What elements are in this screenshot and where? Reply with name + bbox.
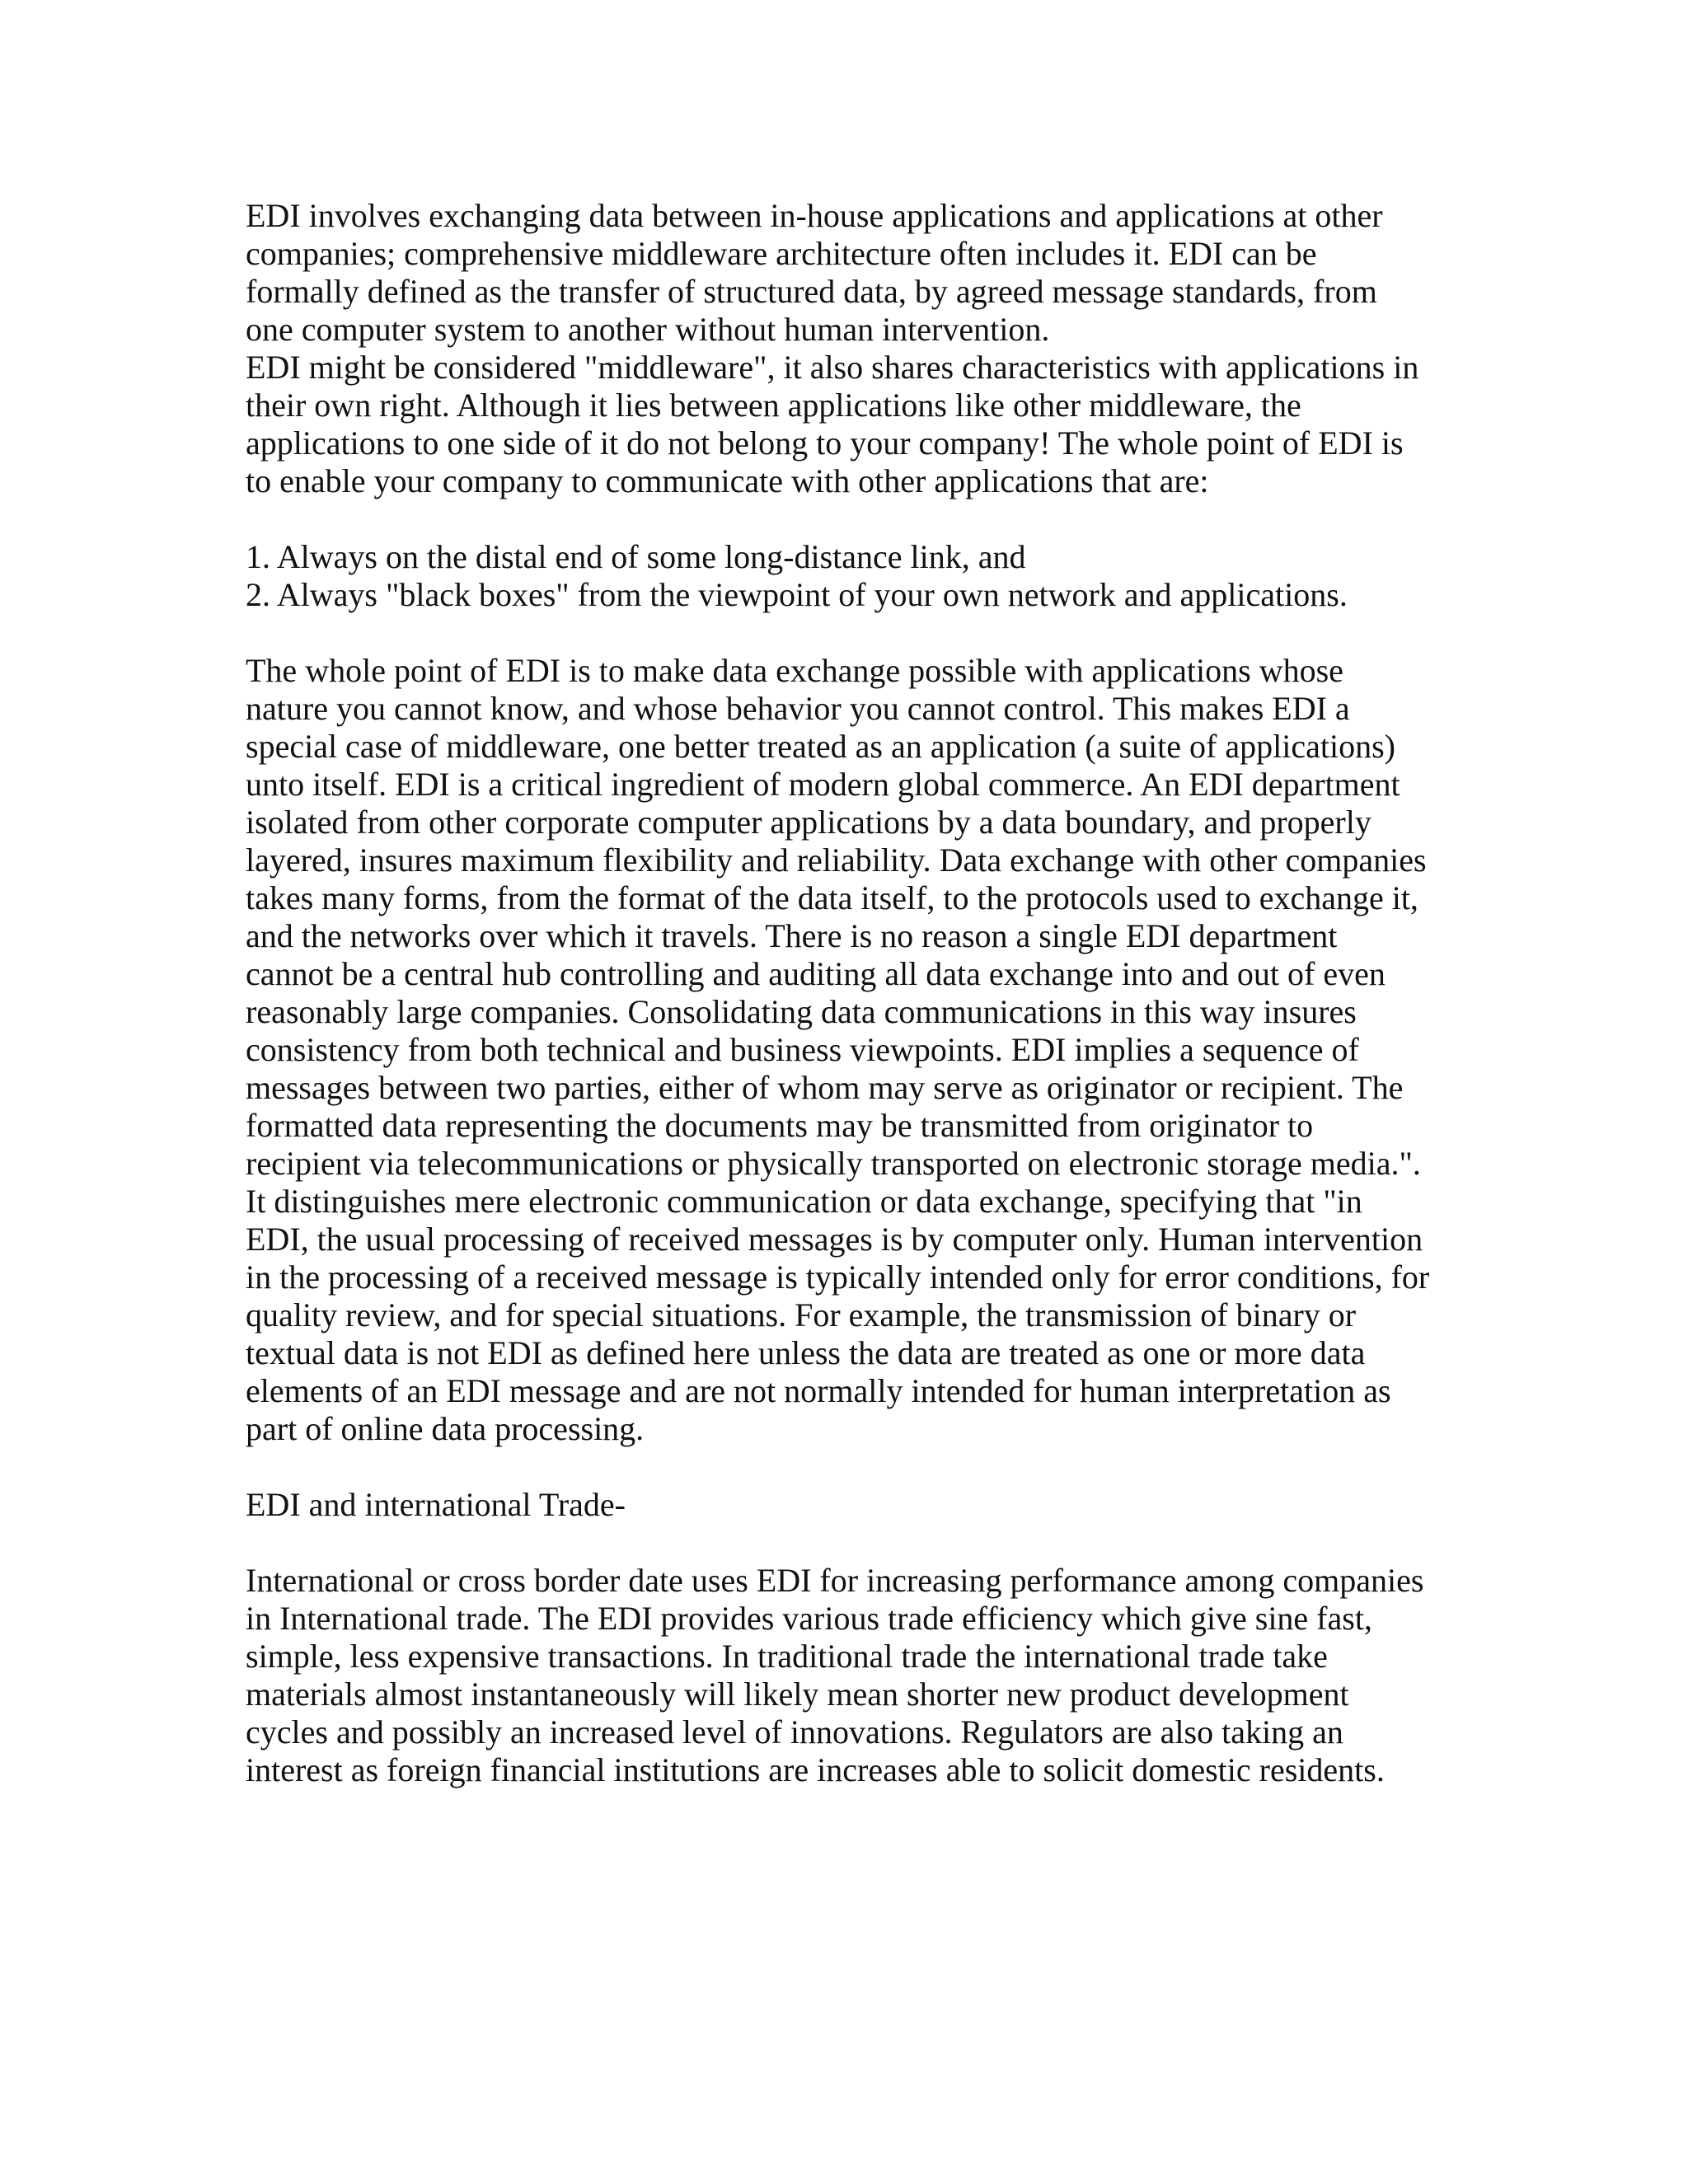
text-line: unto itself. EDI is a critical ingredient of modern global commerce. An EDI department: [246, 766, 1400, 803]
trade-paragraph: [246, 1562, 1457, 1789]
text-line: It distinguishes mere electronic communication or data exchange, specifying that "in: [246, 1183, 1362, 1220]
text-line: interest as foreign financial institutions are increases able to solicit domestic residents.: [246, 1751, 1385, 1788]
text-line: formatted data representing the documents may be transmitted from originator to: [246, 1107, 1314, 1144]
text-line: one computer system to another without human intervention.: [246, 311, 1050, 348]
list-item: 1. Always on the distal end of some long-distance link, and: [246, 538, 1026, 575]
text-line: special case of middleware, one better treated as an application (a suite of applications): [246, 728, 1395, 765]
text-line: cannot be a central hub controlling and auditing all data exchange into and out of even: [246, 955, 1386, 992]
paragraph-gap: [246, 1524, 1457, 1562]
text-line: formally defined as the transfer of structured data, by agreed message standards, from: [246, 273, 1377, 310]
intro-paragraph: [246, 197, 1457, 500]
list-item: 2. Always "black boxes" from the viewpoint of your own network and applications.: [246, 576, 1348, 613]
numbered-list: [246, 538, 1457, 614]
text-line: recipient via telecommunications or physically transported on electronic storage media.".: [246, 1145, 1421, 1182]
text-line: EDI involves exchanging data between in-house applications and applications at other: [246, 197, 1383, 234]
text-line: simple, less expensive transactions. In traditional trade the international trade take: [246, 1638, 1328, 1675]
text-line: layered, insures maximum flexibility and reliability. Data exchange with other companies: [246, 841, 1427, 879]
text-line: in International trade. The EDI provides various trade efficiency which give sine fast,: [246, 1600, 1372, 1637]
paragraph-gap: [246, 614, 1457, 652]
text-line: EDI, the usual processing of received messages is by computer only. Human intervention: [246, 1221, 1423, 1258]
text-line: applications to one side of it do not belong to your company! The whole point of EDI is: [246, 424, 1404, 462]
section-heading: EDI and international Trade-: [246, 1486, 626, 1523]
text-line: and the networks over which it travels. There is no reason a single EDI department: [246, 917, 1338, 954]
text-line: companies; comprehensive middleware architecture often includes it. EDI can be: [246, 235, 1317, 272]
text-line: messages between two parties, either of whom may serve as originator or recipient. The: [246, 1069, 1404, 1106]
paragraph-gap: [246, 500, 1457, 538]
text-line: consistency from both technical and business viewpoints. EDI implies a sequence of: [246, 1031, 1359, 1068]
text-line: in the processing of a received message is typically intended only for error conditions, for: [246, 1258, 1430, 1296]
text-line: International or cross border date uses EDI for increasing performance among companies: [246, 1562, 1424, 1599]
text-line: The whole point of EDI is to make data exchange possible with applications whose: [246, 652, 1343, 689]
text-line: nature you cannot know, and whose behavior you cannot control. This makes EDI a: [246, 690, 1350, 727]
body-paragraph: [246, 652, 1457, 1448]
text-line: part of online data processing.: [246, 1410, 645, 1447]
text-line: reasonably large companies. Consolidating data communications in this way insures: [246, 993, 1357, 1030]
text-line: textual data is not EDI as defined here unless the data are treated as one or more data: [246, 1334, 1366, 1371]
text-line: takes many forms, from the format of the data itself, to the protocols used to exchange it,: [246, 879, 1418, 916]
text-line: their own right. Although it lies between applications like other middleware, the: [246, 387, 1301, 424]
text-line: materials almost instantaneously will likely mean shorter new product development: [246, 1675, 1349, 1713]
text-line: cycles and possibly an increased level of innovations. Regulators are also taking an: [246, 1713, 1343, 1750]
text-line: isolated from other corporate computer applications by a data boundary, and properly: [246, 804, 1372, 841]
document-body: [246, 197, 1457, 1789]
text-line: to enable your company to communicate with other applications that are:: [246, 462, 1209, 499]
paragraph-gap: [246, 1448, 1457, 1486]
text-line: EDI might be considered "middleware", it also shares characteristics with applications in: [246, 349, 1419, 386]
text-line: elements of an EDI message and are not normally intended for human interpretation as: [246, 1372, 1391, 1409]
text-line: quality review, and for special situations. For example, the transmission of binary or: [246, 1296, 1357, 1333]
